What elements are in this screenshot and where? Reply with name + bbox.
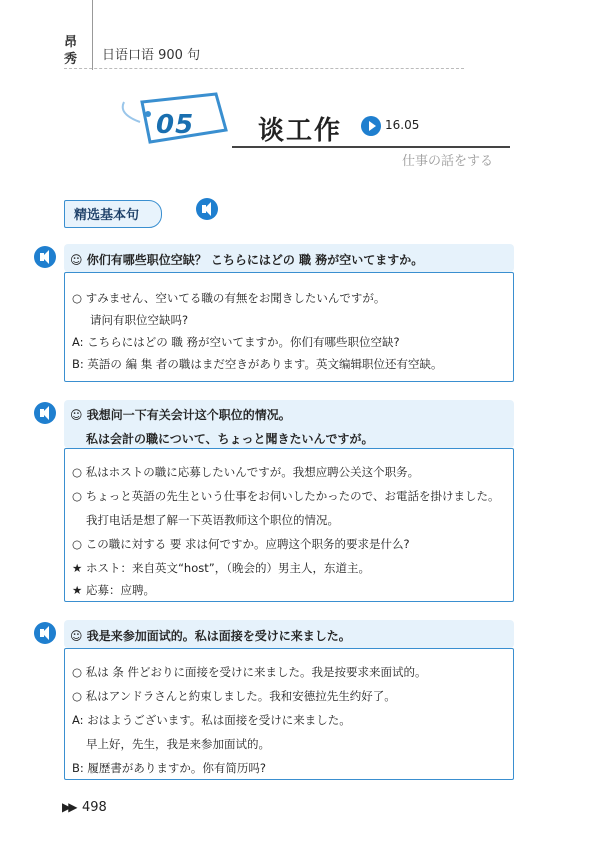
title-rule <box>232 146 510 148</box>
header-divider <box>92 0 93 70</box>
card-line: B: 履歴書がありますか。你有简历吗? <box>72 761 267 775</box>
card-line: A: こちらにはどの 職 務が空いてますか。你们有哪些职位空缺? <box>72 335 400 349</box>
page-number: 498 <box>82 800 107 815</box>
series-mark: 昂秀 <box>64 35 78 67</box>
section-label: 精选基本句 <box>74 208 140 223</box>
lesson-title: 谈工作 <box>258 116 343 146</box>
lesson-number: 05 <box>156 110 195 140</box>
speaker-icon[interactable] <box>34 246 56 268</box>
header-rule <box>64 68 464 69</box>
card-head-text: ☺ 我是来参加面试的。私は面接を受けに来ました。 <box>70 629 351 643</box>
page-arrows-icon: ▶▶ <box>62 800 75 814</box>
speaker-icon[interactable] <box>196 198 218 220</box>
card-line: ○ この職に対する 要 求は何ですか。应聘这个职务的要求是什么? <box>72 537 410 551</box>
speaker-icon[interactable] <box>34 402 56 424</box>
lesson-subtitle: 仕事の話をする <box>402 154 494 169</box>
card-line: B: 英語の 編 集 者の職はまだ空きがあります。英文编辑职位还有空缺。 <box>72 357 443 371</box>
card-line: ★ 応募：应聘。 <box>72 583 155 597</box>
card-line: ○ すみません、空いてる職の有無をお聞きしたいんですが。 <box>72 291 386 305</box>
card-line: 我打电话是想了解一下英语教师这个职位的情况。 <box>86 513 339 527</box>
play-icon[interactable] <box>361 116 381 136</box>
card-line: ○ 私は 条 件どおりに面接を受けに来ました。我是按要求来面试的。 <box>72 665 427 679</box>
card-line: ○ 私はホストの職に応募したいんですが。我想应聘公关这个职务。 <box>72 465 420 479</box>
card-line: A: おはようございます。私は面接を受けに来ました。 <box>72 713 351 727</box>
card-head-text: 私は会計の職について、ちょっと聞きたいんですが。 <box>86 432 374 446</box>
card-line: 早上好，先生，我是来参加面试的。 <box>86 737 270 751</box>
book-title: 日语口语 900 句 <box>102 48 201 63</box>
speaker-icon[interactable] <box>34 622 56 644</box>
card-head-text: ☺ 你们有哪些职位空缺？ こちらにはどの 職 務が空いてますか。 <box>70 253 424 267</box>
card-head-text: ☺ 我想问一下有关会计这个职位的情况。 <box>70 408 291 422</box>
track-number: 16.05 <box>385 118 420 132</box>
card-line: 请问有职位空缺吗? <box>90 313 189 327</box>
card-line: ○ 私はアンドラさんと約束しました。我和安德拉先生约好了。 <box>72 689 396 703</box>
card-line: ★ ホスト：来自英文“host”，（晚会的）男主人，东道主。 <box>72 561 370 575</box>
card-line: ○ ちょっと英語の先生という仕事をお伺いしたかったので、お電話を掛けました。 <box>72 489 500 503</box>
